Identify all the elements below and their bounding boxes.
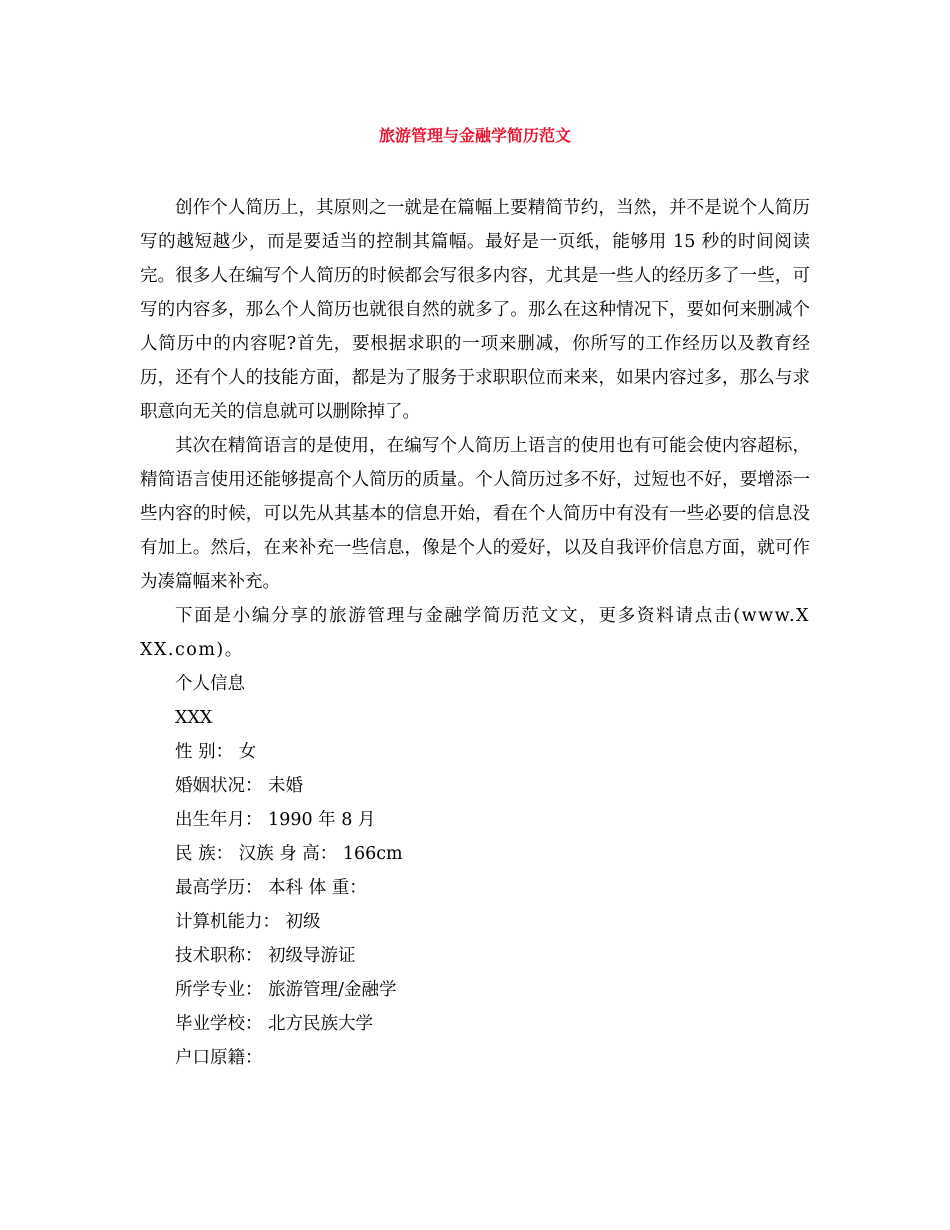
info-education-weight: 最高学历： 本科 体 重： bbox=[175, 878, 367, 898]
document-body bbox=[140, 191, 810, 1075]
info-marital-status: 婚姻状况： 未婚 bbox=[175, 776, 304, 796]
info-ethnicity-height: 民 族： 汉族 身 高： 166cm bbox=[175, 844, 403, 864]
info-heading: 个人信息 bbox=[175, 674, 245, 694]
info-gender: 性 别： 女 bbox=[175, 742, 257, 762]
info-name: XXX bbox=[175, 708, 213, 728]
info-hukou: 户口原籍： bbox=[175, 1048, 263, 1068]
document-title: 旅游管理与金融学简历范文 bbox=[378, 126, 571, 145]
paragraph-intro-link: 下面是小编分享的旅游管理与金融学简历范文文，更多资料请点击(www.XXX.com)。 bbox=[140, 606, 810, 660]
info-technical-title: 技术职称： 初级导游证 bbox=[175, 946, 356, 966]
personal-info-list bbox=[140, 667, 810, 1075]
paragraph-resume-length: 创作个人简历上，其原则之一就是在篇幅上要精简节约，当然，并不是说个人简历写的越短越少，而是要适当的控制其篇幅。最好是一页纸，能够用 15 秒的时间阅读完。很多人在编写个人简历的时候都会写很多内容，尤其是一些人的经历多了一些，可写的内容多，那么个人简历也就很自然的就多了。那么在这种情况下，要如何来删减个人简历中的内容呢?首先，要根据求职的一项来删减，你所写的工作经历以及教育经历，还有个人的技能方面，都是为了服务于求职职位而来来，如果内容过多，那么与求职意向无关的信息就可以删除掉了。 bbox=[140, 198, 810, 422]
info-birth-date: 出生年月： 1990 年 8 月 bbox=[175, 810, 376, 830]
paragraph-concise-language: 其次在精简语言的是使用，在编写个人简历上语言的使用也有可能会使内容超标，精简语言使用还能够提高个人简历的质量。个人简历过多不好，过短也不好，要增添一些内容的时候，可以先从其基本的信息开始，看在个人简历中有没有一些必要的信息没有加上。然后，在来补充一些信息，像是个人的爱好，以及自我评价信息方面，就可作为凑篇幅来补充。 bbox=[140, 436, 810, 592]
info-computer-skill: 计算机能力： 初级 bbox=[175, 912, 321, 932]
info-major: 所学专业： 旅游管理/金融学 bbox=[175, 980, 397, 1000]
info-school: 毕业学校： 北方民族大学 bbox=[175, 1014, 374, 1034]
